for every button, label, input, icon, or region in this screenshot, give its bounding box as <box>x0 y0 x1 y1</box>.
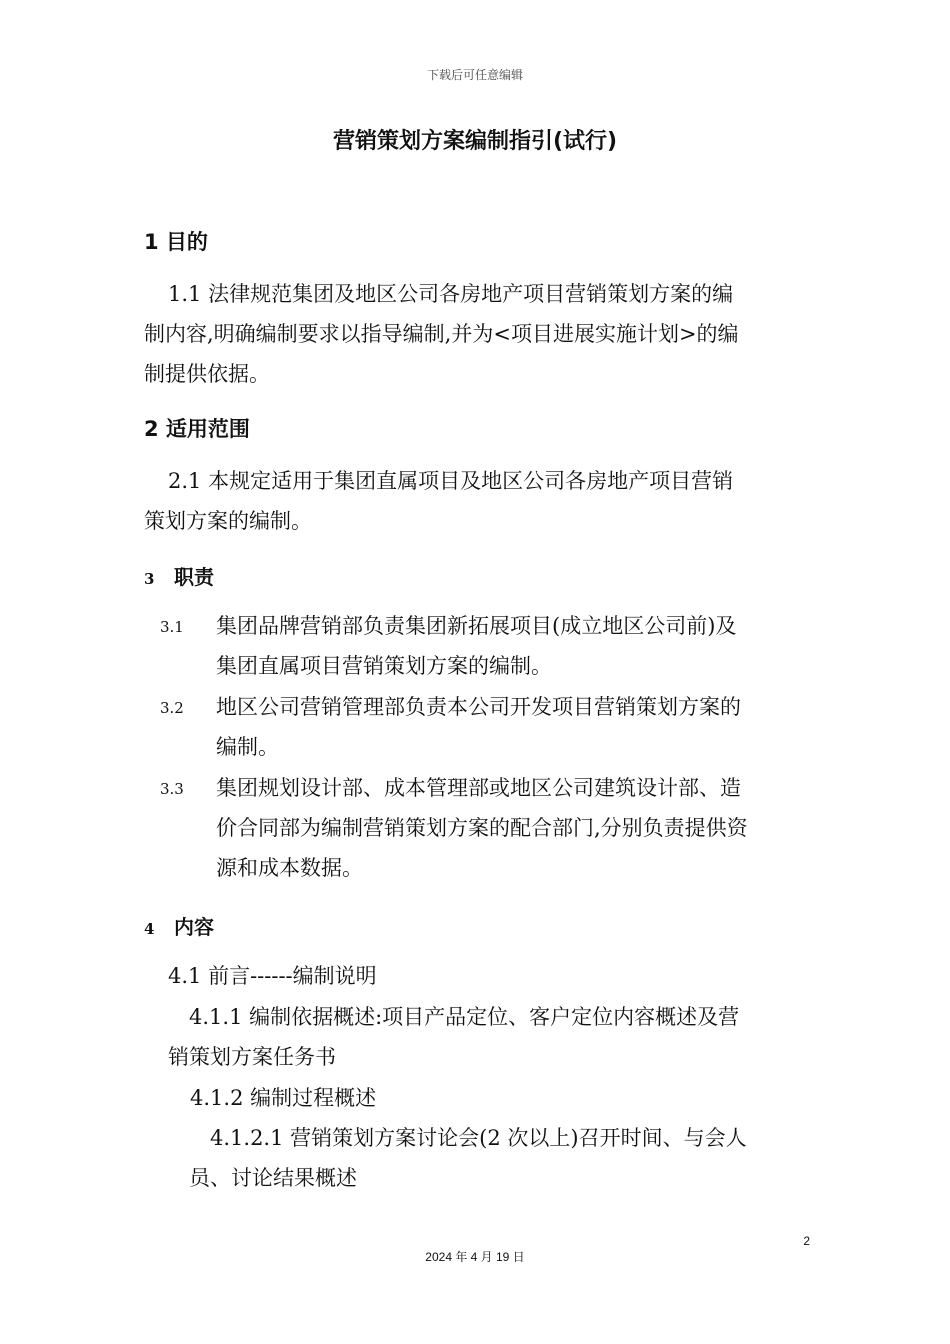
item-3-1-line-1: 集团品牌营销部负责集团新拓展项目(成立地区公司前)及 <box>216 614 737 638</box>
document-title: 营销策划方案编制指引(试行) <box>332 129 618 154</box>
section-4-1-1-line-2: 销策划方案任务书 <box>168 1045 336 1069</box>
section-4-1-2-1-line-2: 员、讨论结果概述 <box>189 1166 357 1190</box>
header-note: 下载后可任意编辑 <box>426 68 523 82</box>
item-3-3-line-2: 价合同部为编制营销策划方案的配合部门,分别负责提供资 <box>216 816 748 840</box>
footer-date: 2024 年 4 月 19 日 <box>425 1250 525 1264</box>
section-3-number: 3 <box>144 570 155 588</box>
page-number: 2 <box>803 1234 810 1248</box>
section-4-title: 内容 <box>174 915 214 939</box>
section-1-heading: 1 目的 <box>144 230 208 254</box>
section-4-1-line: 4.1 前言------编制说明 <box>168 964 377 988</box>
item-3-2-number: 3.2 <box>160 699 184 717</box>
section-2-heading: 2 适用范围 <box>144 417 250 441</box>
section-4-1-2-line: 4.1.2 编制过程概述 <box>190 1086 377 1110</box>
section-1-line-3: 制提供依据。 <box>144 362 270 386</box>
item-3-1-number: 3.1 <box>160 618 184 636</box>
item-3-3-line-1: 集团规划设计部、成本管理部或地区公司建筑设计部、造 <box>216 776 741 800</box>
section-4-heading <box>144 911 214 940</box>
item-3-3-number: 3.3 <box>160 780 184 798</box>
item-3-2-line-1: 地区公司营销管理部负责本公司开发项目营销策划方案的 <box>216 695 741 719</box>
section-3-title: 职责 <box>174 565 214 589</box>
item-3-3-line-3: 源和成本数据。 <box>216 856 363 880</box>
item-3-1-line-2: 集团直属项目营销策划方案的编制。 <box>216 654 552 678</box>
section-4-1-1-line-1: 4.1.1 编制依据概述:项目产品定位、客户定位内容概述及营 <box>189 1005 740 1029</box>
section-3-heading <box>144 561 214 590</box>
section-1-line-1: 1.1 法律规范集团及地区公司各房地产项目营销策划方案的编 <box>168 282 734 306</box>
section-2-line-1: 2.1 本规定适用于集团直属项目及地区公司各房地产项目营销 <box>168 469 734 493</box>
section-2-line-2: 策划方案的编制。 <box>144 509 312 533</box>
item-3-2-line-2: 编制。 <box>216 735 279 759</box>
section-1-line-2: 制内容,明确编制要求以指导编制,并为<项目进展实施计划>的编 <box>144 322 739 346</box>
section-4-number: 4 <box>144 920 155 938</box>
section-4-1-2-1-line-1: 4.1.2.1 营销策划方案讨论会(2 次以上)召开时间、与会人 <box>210 1126 747 1150</box>
